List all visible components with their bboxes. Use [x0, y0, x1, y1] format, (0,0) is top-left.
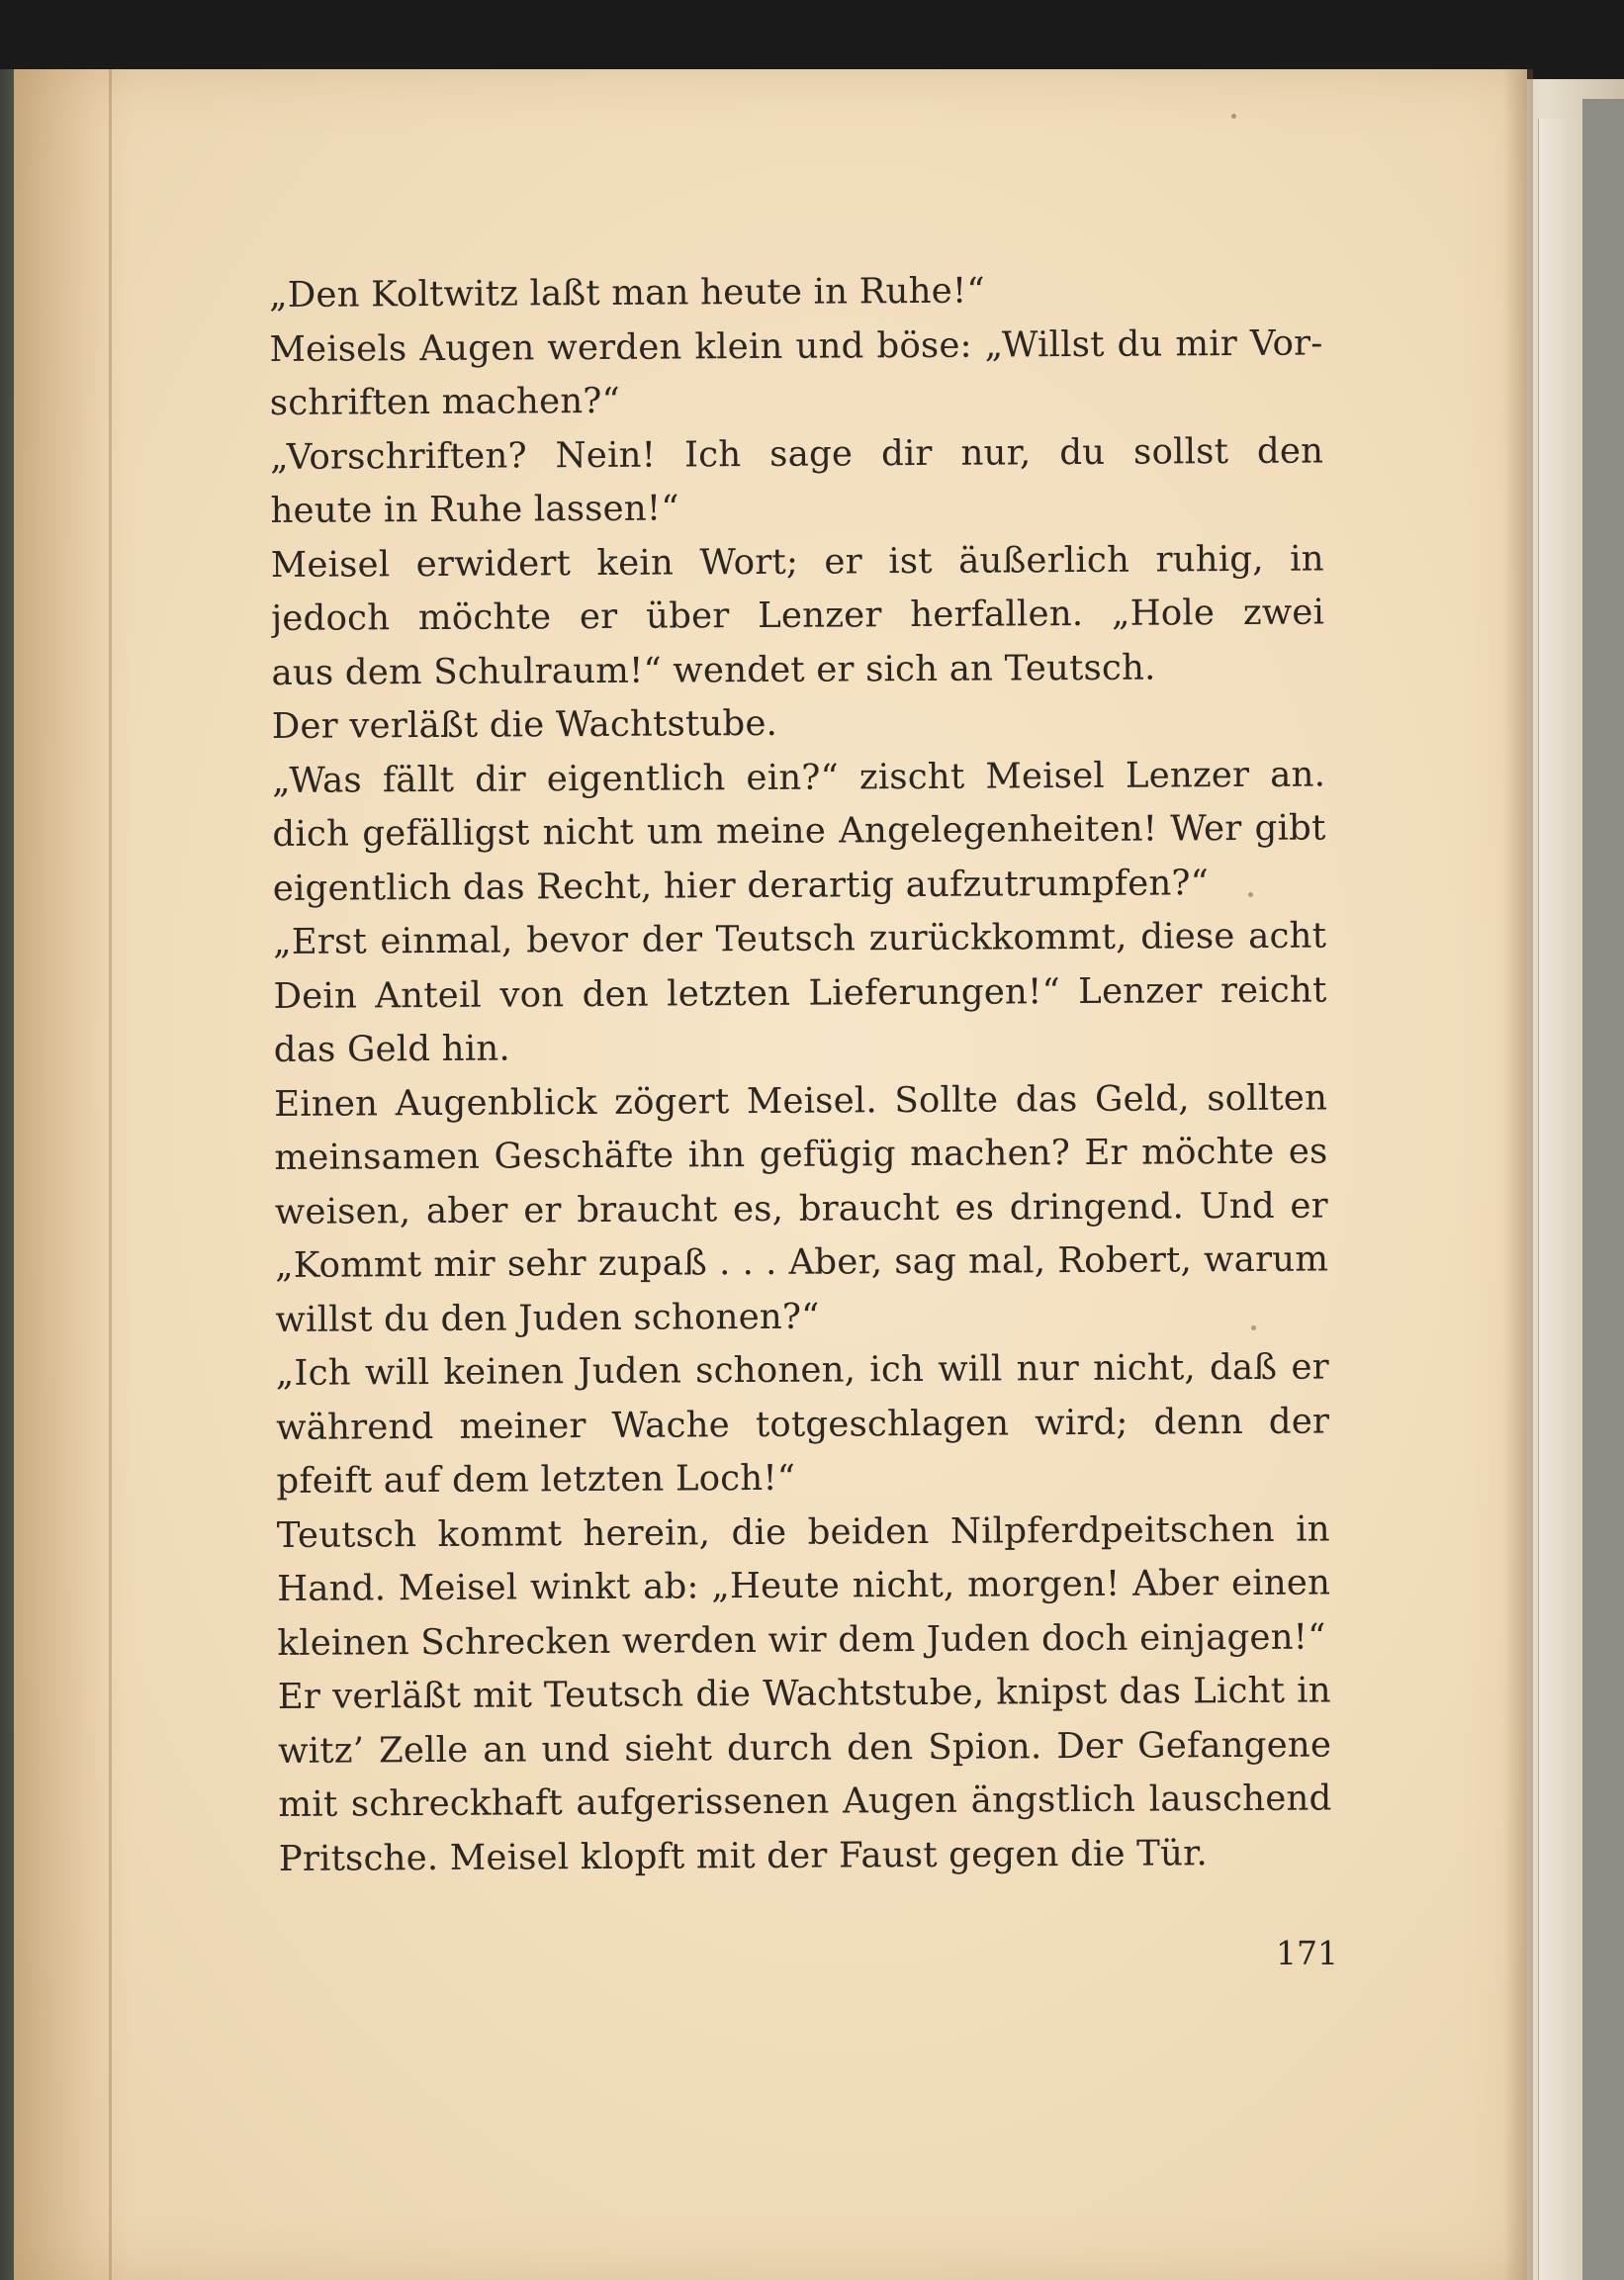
text-line: dich gefälligst nicht um meine Angelegenheiten! Wer gibt: [272, 807, 1326, 855]
page-stack-inner: [1538, 119, 1577, 2280]
text-line: kleinen Schrecken werden wir dem Juden doch einjagen!“: [277, 1615, 1326, 1664]
text-line: weisen, aber er braucht es, braucht es dringend. Und er: [274, 1184, 1328, 1232]
text-line: Der verläßt die Wachtstube.: [271, 702, 778, 747]
text-line: Er verläßt mit Teutsch die Wachtstube, knipst das Licht in: [277, 1670, 1331, 1717]
text-line: aus dem Schulraum!“ wendet er sich an Teutsch.: [271, 647, 1156, 693]
body-text: [269, 262, 1332, 1885]
text-line: Dein Anteil von den letzten Lieferungen!“ Lenzer reicht: [273, 968, 1327, 1017]
text-line: heute in Ruhe lassen!“: [270, 488, 679, 531]
text-line: das Geld hin.: [273, 1028, 511, 1070]
page-edge-shadow: [1503, 69, 1533, 2280]
text-line: während meiner Wache totgeschlagen wird; denn der: [276, 1400, 1330, 1448]
text-line: Teutsch kommt herein, die beiden Nilpferdpeitschen in: [276, 1507, 1330, 1556]
text-line: Meisel erwidert kein Wort; er ist äußerlich ruhig, in: [270, 537, 1324, 586]
paper-speck: [1231, 114, 1236, 119]
page-stack-edge: [1582, 99, 1624, 2280]
text-line: eigentlich das Recht, hier derartig aufzutrumpfen?“: [272, 862, 1210, 909]
text-line: schriften machen?“: [269, 380, 621, 423]
text-line: Hand. Meisel winkt ab: „Heute nicht, morgen! Aber einen: [277, 1562, 1331, 1609]
text-line: witz’ Zelle an und sieht durch den Spion. Der Gefangene: [278, 1723, 1332, 1772]
text-line: meinsamen Geschäfte ihn gefügig machen? Er möchte es: [274, 1131, 1328, 1178]
text-line: pfeift auf dem letzten Loch!“: [276, 1457, 796, 1502]
text-line: „Erst einmal, bevor der Teutsch zurückkommt, diese acht: [273, 915, 1327, 962]
text-line: mit schreckhaft aufgerissenen Augen ängstlich lauschend: [278, 1778, 1332, 1825]
text-line: „Vorschriften? Nein! Ich sage dir nur, du sollst den: [270, 429, 1324, 478]
page-gutter-line: [109, 69, 112, 2280]
text-line: „Kommt mir sehr zupaß . . . Aber, sag mal, Robert, warum: [275, 1238, 1329, 1286]
page-gutter-shadow: [14, 69, 133, 2280]
text-line: willst du den Juden schonen?“: [275, 1296, 820, 1340]
text-line: Pritsche. Meisel klopft mit der Faust gegen die Tür.: [278, 1832, 1209, 1879]
text-line: jedoch möchte er über Lenzer herfallen. „Hole zwei: [271, 592, 1325, 639]
text-line: „Ich will keinen Juden schonen, ich will nur nicht, daß er: [275, 1346, 1329, 1394]
text-line: Meisels Augen werden klein und böse: „Willst du mir Vor-: [269, 321, 1323, 370]
text-line: „Was fällt dir eigentlich ein?“ zischt Meisel Lenzer an.: [272, 753, 1326, 801]
text-line: Einen Augenblick zögert Meisel. Sollte das Geld, sollten: [274, 1076, 1328, 1125]
page-number: 171: [1276, 1934, 1338, 1972]
text-line: „Den Koltwitz laßt man heute in Ruhe!“: [269, 270, 985, 316]
